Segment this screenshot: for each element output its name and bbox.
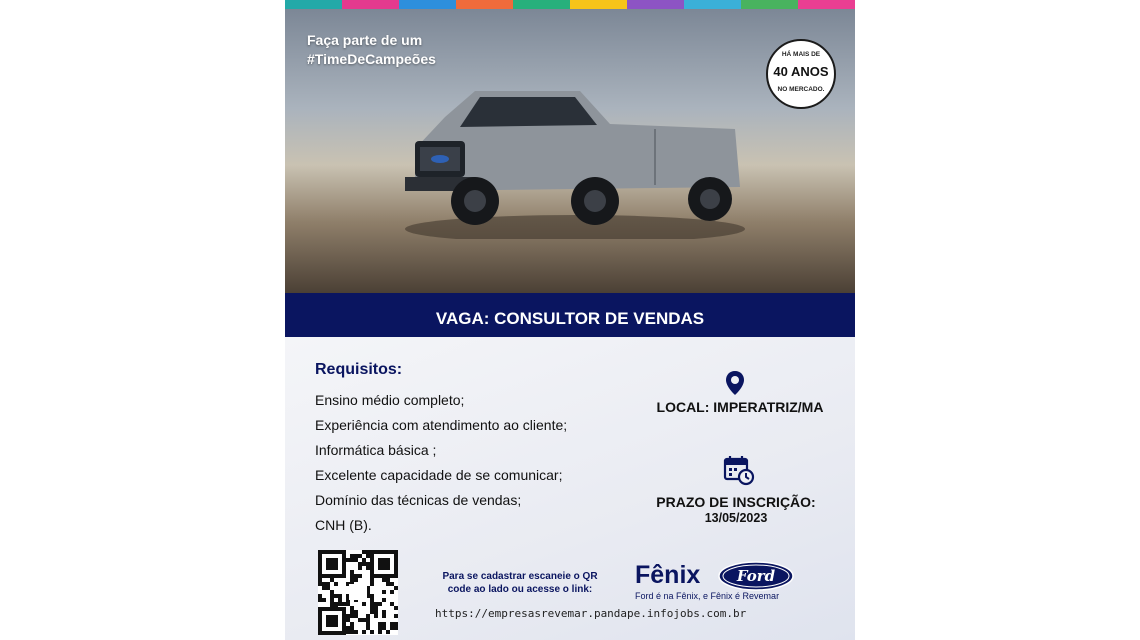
- job-title-bar: VAGA: CONSULTOR DE VENDAS: [285, 293, 855, 337]
- ford-logo-text: Ford: [736, 567, 776, 585]
- color-stripe: [456, 0, 513, 9]
- color-stripe: [741, 0, 798, 9]
- calendar-clock-icon: [723, 454, 755, 486]
- hero-tagline: [307, 31, 436, 69]
- requirement-item: Experiência com atendimento ao cliente;: [315, 417, 568, 433]
- deadline-date: 13/05/2023: [704, 511, 768, 525]
- signup-link[interactable]: https://empresasrevemar.pandape.infojobs.com.br: [435, 607, 747, 620]
- years-badge: [766, 39, 836, 109]
- signup-instructions: Para se cadastrar escaneie o QR code ao lado ou acesse o link:: [442, 571, 598, 595]
- brand-tagline: Ford é na Fênix, e Fênix é Revemar: [635, 591, 780, 601]
- badge-top-text: HÁ MAIS DE: [781, 51, 821, 58]
- tagline-line-1: Faça parte de um: [307, 32, 423, 48]
- job-details: [285, 337, 855, 640]
- location-pin-icon: [725, 370, 745, 396]
- fenix-logo: Fênix: [635, 561, 701, 589]
- color-stripes: [285, 0, 855, 9]
- requirements-title: Requisitos:: [315, 361, 403, 378]
- color-stripe: [285, 0, 342, 9]
- color-stripe: [684, 0, 741, 9]
- requirement-item: Informática básica ;: [315, 442, 437, 458]
- badge-main-text: 40 ANOS: [773, 64, 829, 79]
- color-stripe: [399, 0, 456, 9]
- location-text: LOCAL: IMPERATRIZ/MA: [656, 399, 824, 415]
- hero-image: [285, 9, 855, 293]
- pickup-truck-illustration: [405, 69, 745, 239]
- ford-logo-icon: [717, 560, 795, 592]
- requirements-list: [315, 390, 567, 540]
- tagline-hashtag: #TimeDeCampeões: [307, 51, 436, 67]
- color-stripe: [570, 0, 627, 9]
- job-poster: [285, 0, 855, 640]
- deadline-label: PRAZO DE INSCRIÇÃO:: [656, 494, 816, 510]
- requirement-item: Excelente capacidade de se comunicar;: [315, 467, 563, 483]
- requirement-item: CNH (B).: [315, 517, 372, 533]
- color-stripe: [513, 0, 570, 9]
- requirement-item: Domínio das técnicas de vendas;: [315, 492, 522, 508]
- qr-code-icon[interactable]: [318, 550, 398, 635]
- color-stripe: [342, 0, 399, 9]
- badge-bottom-text: NO MERCADO.: [777, 86, 825, 93]
- color-stripe: [798, 0, 855, 9]
- requirement-item: Ensino médio completo;: [315, 392, 465, 408]
- color-stripe: [627, 0, 684, 9]
